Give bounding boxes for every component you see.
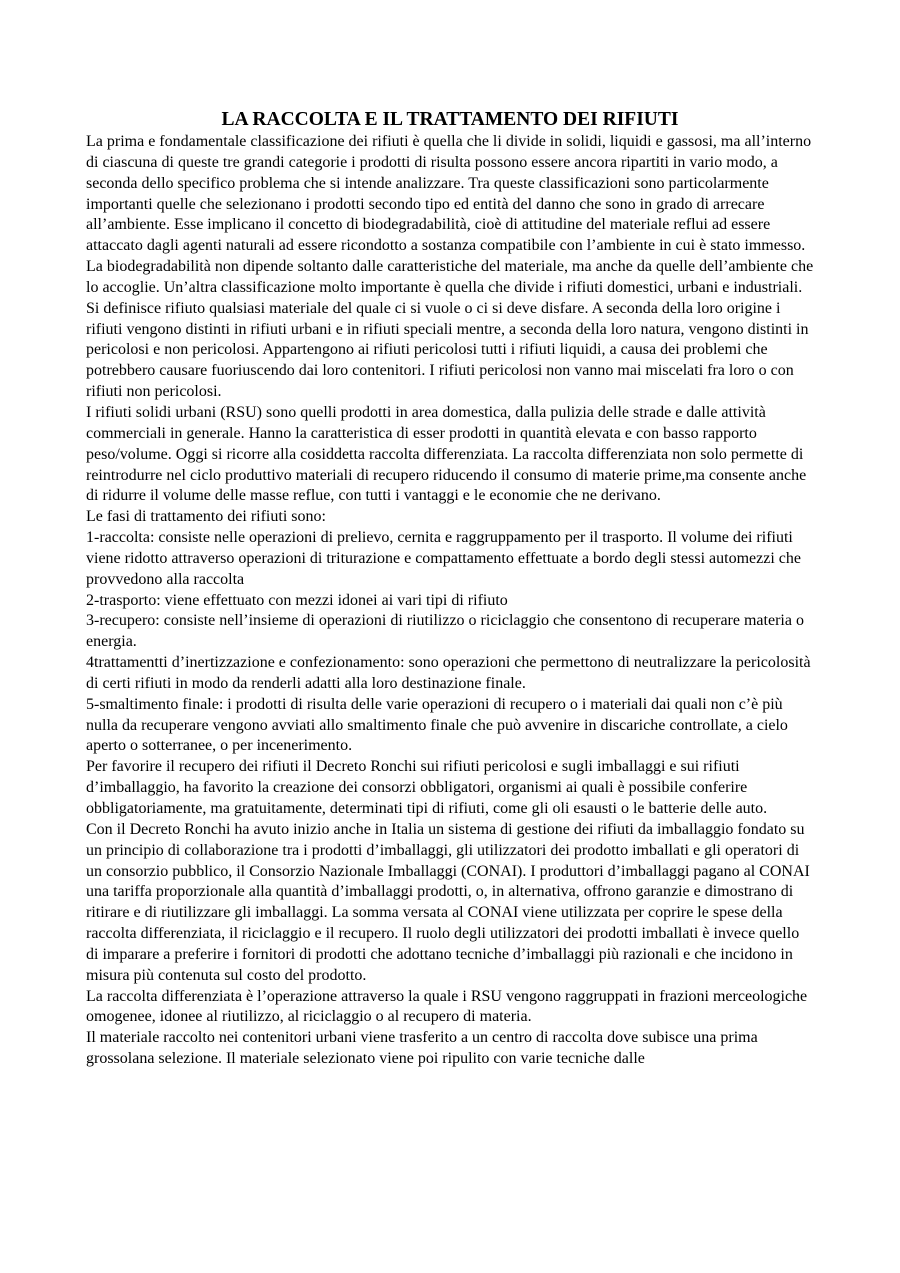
list-item-raccolta: 1-raccolta: consiste nelle operazioni di prelievo, cernita e raggruppamento per il trasporto. Il volume dei rifiuti viene ridotto attraverso operazioni di triturazione e compattamento effettuate a bordo degli stessi automezzi che provvedono alla raccolta <box>86 529 801 588</box>
paragraph-phases-intro: Le fasi di trattamento dei rifiuti sono: <box>86 508 326 526</box>
document-page <box>86 108 814 1070</box>
document-title: LA RACCOLTA E IL TRATTAMENTO DEI RIFIUTI <box>221 109 679 130</box>
paragraph-centro-raccolta: Il materiale raccolto nei contenitori urbani viene trasferito a un centro di raccolta dove subisce una prima grossolana selezione. Il materiale selezionato viene poi ripulito con varie tecniche dalle <box>86 1029 758 1068</box>
paragraph-rsu: I rifiuti solidi urbani (RSU) sono quelli prodotti in area domestica, dalla pulizia delle strade e dalle attività commerciali in generale. Hanno la caratteristica di esser prodotti in quantità elevata e con basso rapporto peso/volume. Oggi si ricorre alla cosiddetta raccolta differenziata. La raccolta differenziata non solo permette di reintrodurre nel ciclo produttivo materiali di recupero riducendo il consumo di materie prime,ma consente anche di ridurre il volume delle masse reflue, con tutti i vantaggi e le economie che ne derivano. <box>86 403 807 505</box>
paragraph-conai: Con il Decreto Ronchi ha avuto inizio anche in Italia un sistema di gestione dei rifiuti da imballaggio fondato su un principio di collaborazione tra i prodotti d’imballaggi, gli utilizzatori dei prodotto imballati e gli operatori di un consorzio pubblico, il Consorzio Nazionale Imballaggi (CONAI). I produttori d’imballaggi pagano al CONAI una tariffa proporzionale alla quantità d’imballaggi prodotti, o, in alternativa, offrono garanzie e dimostrano di ritirare e di riutilizzare gli imballaggi. La somma versata al CONAI viene utilizzata per coprire le spese della raccolta differenziata, il riciclaggio e il recupero. Il ruolo degli utilizzatori dei prodotti imballati è invece quello di imparare a preferire i fornitori di prodotti che adottano tecniche d’imballaggi più razionali e che incidono in misura più contenuta sul costo del prodotto. <box>86 820 810 984</box>
list-item-recupero: 3-recupero: consiste nell’insieme di operazioni di riutilizzo o riciclaggio che consentono di recuperare materia o energia. <box>86 612 804 651</box>
list-item-inertizzazione: 4trattamentti d’inertizzazione e confezionamento: sono operazioni che permettono di neutralizzare la pericolosità di certi rifiuti in modo da renderli adatti alla loro destinazione finale. <box>86 654 811 692</box>
list-item-trasporto: 2-trasporto: viene effettuato con mezzi idonei ai vari tipi di rifiuto <box>86 591 508 609</box>
paragraph-definition: Si definisce rifiuto qualsiasi materiale del quale ci si vuole o ci si deve disfare. A seconda della loro origine i rifiuti vengono distinti in rifiuti urbani e in rifiuti speciali mentre, a seconda della loro natura, vengono distinti in pericolosi e non pericolosi. Appartengono ai rifiuti pericolosi tutti i rifiuti liquidi, a causa dei problemi che potrebbero causare fuoriuscendo dai loro contenitori. I rifiuti pericolosi non vanno mai miscelati fra loro o con rifiuti non pericolosi. <box>86 299 809 401</box>
paragraph-decreto-ronchi: Per favorire il recupero dei rifiuti il Decreto Ronchi sui rifiuti pericolosi e sugli imballaggi e sui rifiuti d’imballaggio, ha favorito la creazione dei consorzi obbligatori, organismi ai quali è possibile conferire obbligatoriamente, ma gratuitamente, determinati tipi di rifiuti, come gli oli esausti o le batterie delle auto. <box>86 758 768 817</box>
list-item-smaltimento: 5-smaltimento finale: i prodotti di risulta delle varie operazioni di recupero o i materiali dai quali non c’è più nulla da recuperare vengono avviati allo smaltimento finale che può avvenire in discariche controllate, a cielo aperto o sotterranee, o per incenerimento. <box>86 695 788 755</box>
paragraph-raccolta-differenziata: La raccolta differenziata è l’operazione attraverso la quale i RSU vengono raggruppati in frazioni merceologiche omogenee, idonee al riutilizzo, al riciclaggio o al recupero di materia. <box>86 987 808 1026</box>
paragraph-classification: La prima e fondamentale classificazione dei rifiuti è quella che li divide in solidi, liquidi e gassosi, ma all’interno di ciascuna di queste tre grandi categorie i prodotti di risulta possono essere ancora ripartiti in vario modo, a seconda dello specifico problema che si intende analizzare. Tra queste classificazioni sono particolarmente importanti quelle che selezionano i prodotti secondo tipo ed entità del danno che sono in grado di arrecare all’ambiente. Esse implicano il concetto di biodegradabilità, cioè di attitudine del materiale reflui ad essere attaccato dagli agenti naturali ad essere ricondotto a sostanza compatibile con l’ambiente in cui è stato immesso. La biodegradabilità non dipende soltanto dalle caratteristiche del materiale, ma anche da quelle dell’ambiente che lo accoglie. Un’altra classificazione molto importante è quella che divide i rifiuti domestici, urbani e industriali. <box>86 133 814 296</box>
